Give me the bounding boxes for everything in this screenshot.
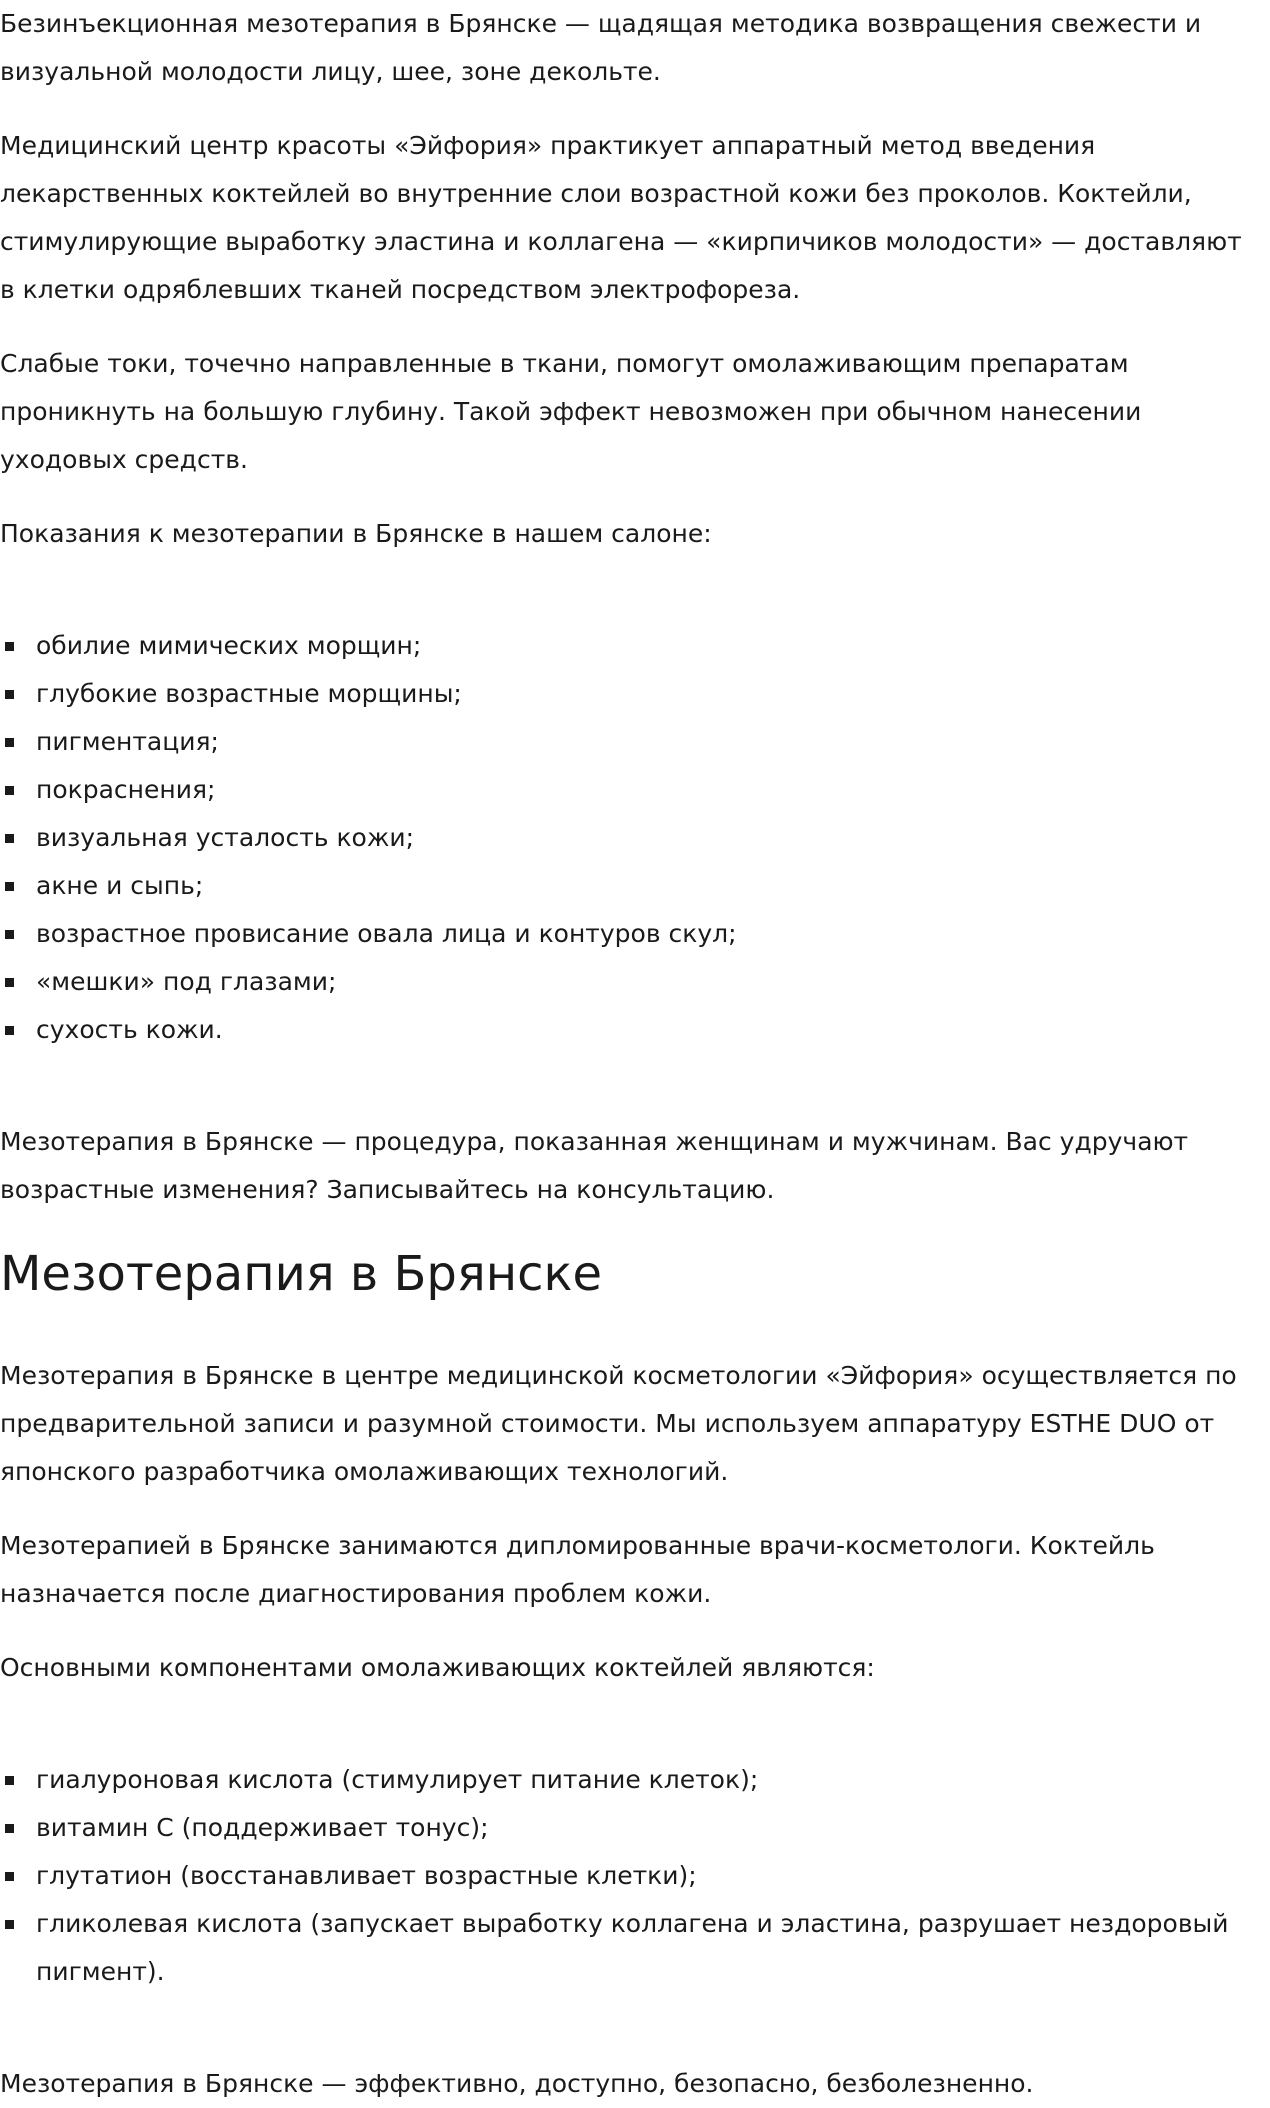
bullet-icon [5,834,14,843]
list-item-text: обилие мимических морщин; [36,631,422,660]
list-item [0,910,1262,958]
intro-paragraph: Слабые токи, точечно направленные в ткани, помогут омолаживающим препаратам проникнуть на большую глубину. Такой эффект невозможен при обычном нанесении уходовых средств. [0,349,1142,474]
list-item-text: визуальная усталость кожи; [36,823,415,852]
bullet-icon [5,786,14,795]
list-item [0,622,1262,670]
list-item [0,814,1262,862]
list-item [0,862,1262,910]
closing-paragraph: Мезотерапия в Брянске — эффективно, доступно, безопасно, безболезненно. [0,2069,1034,2098]
section-paragraph: Мезотерапия в Брянске в центре медицинской косметологии «Эйфория» осуществляется по предварительной записи и разумной стоимости. Мы используем аппаратуру ESTHE DUO от японского разработчика омолаживающих технологий. [0,1361,1237,1486]
bullet-icon [5,690,14,699]
list-item [0,670,1262,718]
bullet-icon [5,738,14,747]
list-item-text: акне и сыпь; [36,871,204,900]
list-item [0,1006,1262,1054]
list-item [0,1756,1262,1804]
list-item-text: гликолевая кислота (запускает выработку коллагена и эластина, разрушает нездоровый пигмент). [36,1909,1229,1986]
bullet-icon [5,882,14,891]
components-intro: Основными компонентами омолаживающих коктейлей являются: [0,1653,875,1682]
list-item-text: пигментация; [36,727,219,756]
list-item [0,718,1262,766]
list-item-text: возрастное провисание овала лица и контуров скул; [36,919,737,948]
section-heading: Мезотерапия в Брянске [0,1246,603,1302]
indications-intro: Показания к мезотерапии в Брянске в нашем салоне: [0,519,712,548]
intro-paragraph: Безинъекционная мезотерапия в Брянске — щадящая методика возвращения свежести и визуальной молодости лицу, шее, зоне декольте. [0,9,1202,86]
bullet-icon [5,978,14,987]
list-item-text: витамин С (поддерживает тонус); [36,1813,489,1842]
list-item [0,766,1262,814]
list-item-text: «мешки» под глазами; [36,967,337,996]
list-item-text: покраснения; [36,775,216,804]
bullet-icon [5,930,14,939]
section-paragraph: Мезотерапией в Брянске занимаются дипломированные врачи-косметологи. Коктейль назначается после диагностирования проблем кожи. [0,1531,1155,1608]
intro-paragraph: Медицинский центр красоты «Эйфория» практикует аппаратный метод введения лекарственных коктейлей во внутренние слои возрастной кожи без проколов. Коктейли, стимулирующие выработку эластина и коллагена — «кирпичиков молодости» — доставляют в клетки одряблевших тканей посредством электрофореза. [0,131,1242,304]
bullet-icon [5,1776,14,1785]
bullet-icon [5,1920,14,1929]
list-item-text: сухость кожи. [36,1015,223,1044]
list-item [0,1804,1262,1852]
components-list [0,1756,1262,1996]
list-item-text: глутатион (восстанавливает возрастные клетки); [36,1861,697,1890]
bullet-icon [5,1872,14,1881]
list-item [0,958,1262,1006]
consultation-paragraph: Мезотерапия в Брянске — процедура, показанная женщинам и мужчинам. Вас удручают возрастные изменения? Записывайтесь на консультацию. [0,1127,1189,1204]
bullet-icon [5,1824,14,1833]
indications-list [0,622,1262,1054]
bullet-icon [5,642,14,651]
list-item [0,1852,1262,1900]
list-item-text: глубокие возрастные морщины; [36,679,462,708]
list-item-text: гиалуроновая кислота (стимулирует питание клеток); [36,1765,759,1794]
list-item [0,1900,1262,1996]
bullet-icon [5,1026,14,1035]
